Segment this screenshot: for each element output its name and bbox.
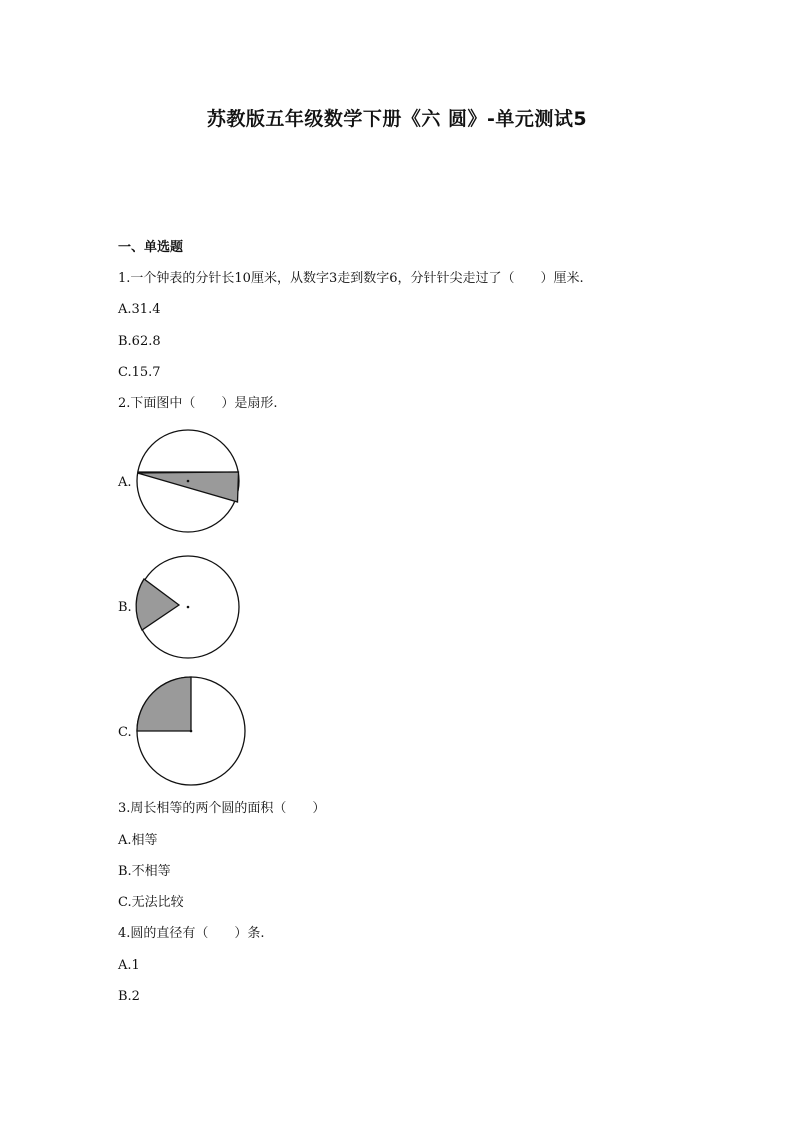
question-3-option-b: B.不相等 [118,864,171,879]
question-1-option-a: A.31.4 [118,302,161,317]
page-title: 苏教版五年级数学下册《六 圆》-单元测试5 [206,108,588,130]
question-1-stem: 1.一个钟表的分针长10厘米，从数字3走到数字6，分针针尖走过了（ ）厘米. [118,271,584,286]
question-2-stem: 2.下面图中（ ）是扇形. [118,396,278,411]
question-1-option-b: B.62.8 [118,334,161,349]
question-2-option-b: B. [118,600,132,615]
question-4-stem: 4.圆的直径有（ ）条. [118,926,265,941]
figure-c-quarter-sector [134,674,246,786]
question-2-option-a: A. [118,475,132,490]
question-2-option-c: C. [118,725,132,740]
section-heading: 一、单选题 [118,240,184,255]
question-3-option-a: A.相等 [118,833,158,848]
figure-a-chord-triangle [134,426,244,536]
question-4-option-a: A.1 [118,958,140,973]
question-3-stem: 3.周长相等的两个圆的面积（ ） [118,801,326,816]
question-1-option-c: C.15.7 [118,365,161,380]
question-3-option-c: C.无法比较 [118,895,184,910]
figure-b-small-sector [134,553,244,663]
question-4-option-b: B.2 [118,989,140,1004]
